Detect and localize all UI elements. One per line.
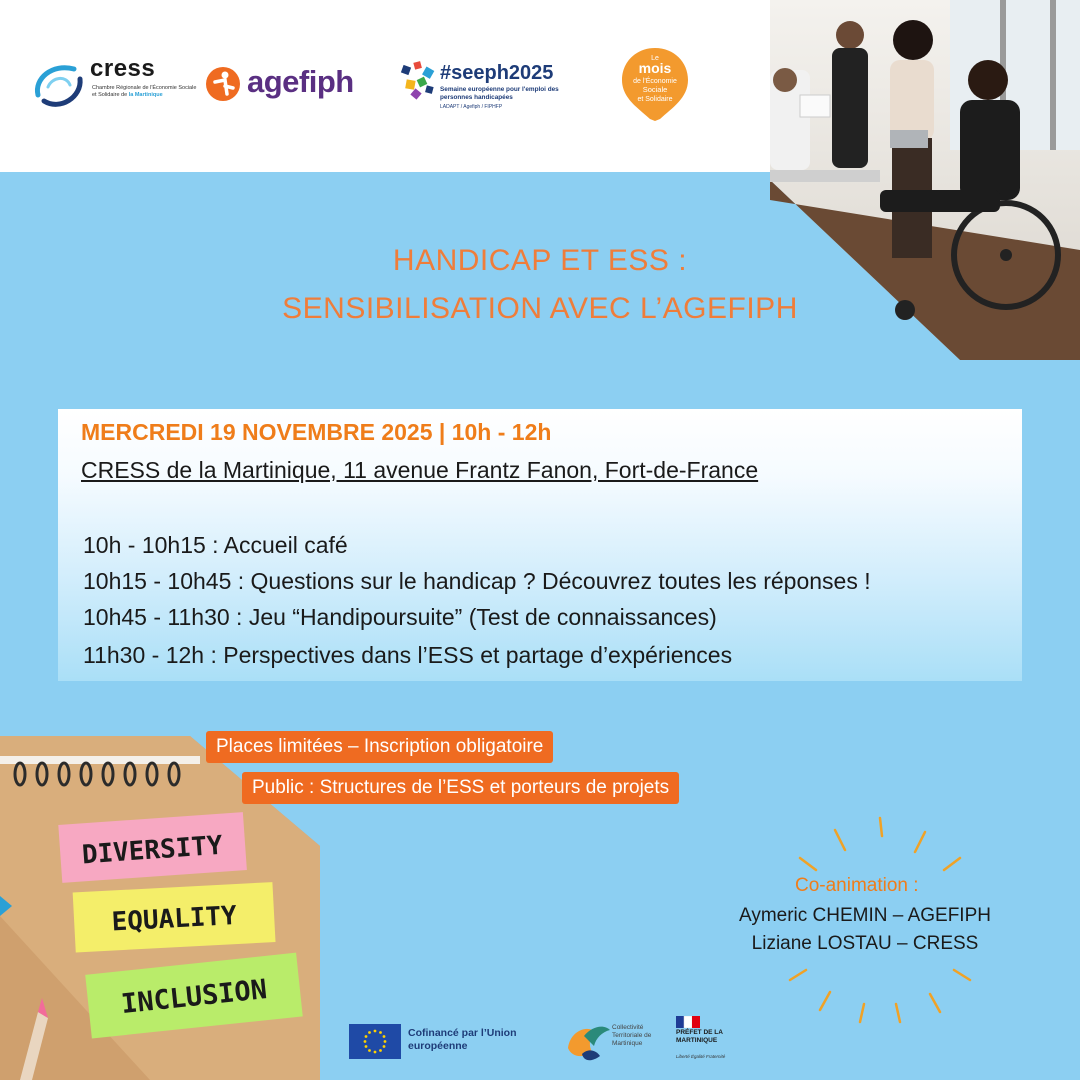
program-item: 10h15 - 10h45 : Questions sur le handicap ? Découvrez toutes les réponses !: [83, 568, 871, 594]
coanimation-label: Co-animation :: [795, 875, 919, 896]
target-audience-badge: Public : Structures de l’ESS et porteurs de projets: [242, 772, 679, 804]
cress-subtitle-region: la Martinique: [128, 92, 163, 98]
ctm-logo-text: Collectivité Territoriale de Martinique: [612, 1024, 652, 1047]
mois-ess-l1: Le: [651, 55, 659, 62]
seeph-logo-name: #seeph2025: [440, 62, 554, 84]
seeph-logo-subtitle: Semaine européenne pour l'emploi des personnes handicapées: [440, 86, 559, 101]
cress-swirl-icon: [30, 57, 88, 113]
mois-ess-l3: de l'Économie: [633, 78, 677, 85]
seeph-logo-partners: LADAPT / Agefiph / FIPHFP: [440, 104, 503, 110]
seeph-mosaic-icon: [400, 60, 438, 102]
event-title-line1: HANDICAP ET ESS :: [392, 244, 688, 277]
seeph-logo: [400, 60, 580, 120]
program-item: 10h - 10h15 : Accueil café: [83, 532, 348, 558]
prefet-martinique-text: PRÉFET DE LA MARTINIQUE: [676, 1029, 723, 1044]
program-item: 11h30 - 12h : Perspectives dans l’ESS et partage d’expériences: [83, 642, 733, 668]
agefiph-logo: [205, 64, 375, 104]
event-title-line2: SENSIBILISATION AVEC L’AGEFIPH: [282, 292, 798, 325]
coanimator-agefiph: Aymeric CHEMIN – AGEFIPH: [739, 905, 991, 926]
mois-ess-l5: et Solidaire: [637, 96, 673, 103]
places-limited-badge: Places limitées – Inscription obligatoire: [206, 731, 553, 763]
marianne-icon: [676, 1016, 700, 1028]
event-address: CRESS de la Martinique, 11 avenue Frantz Fanon, Fort-de-France: [81, 457, 759, 483]
cress-logo: [30, 55, 197, 115]
cress-logo-subtitle: [92, 85, 202, 99]
mois-ess-logo: [620, 46, 690, 121]
eu-cofinancing-text: Cofinancé par l’Union européenne: [408, 1027, 517, 1052]
agefiph-person-icon: [205, 66, 241, 102]
note-equality: EQUALITY: [110, 901, 238, 938]
cress-subtitle-text: Chambre Régionale de l'Économie Sociale et Solidaire de: [92, 85, 197, 98]
agefiph-logo-name: agefiph: [247, 64, 354, 99]
program-item: 10h45 - 11h30 : Jeu “Handipoursuite” (Test de connaissances): [83, 604, 717, 630]
mois-ess-l2: mois: [638, 60, 672, 76]
eu-flag-icon: [349, 1024, 401, 1059]
prefet-motto: Liberté Égalité Fraternité: [676, 1054, 726, 1059]
event-date: MERCREDI 19 NOVEMBRE 2025 | 10h - 12h: [81, 419, 552, 445]
cress-logo-name: cress: [90, 55, 156, 82]
note-inclusion: INCLUSION: [119, 974, 269, 1021]
coanimator-cress: Liziane LOSTAU – CRESS: [751, 933, 979, 954]
mois-ess-l4: Sociale: [642, 85, 668, 94]
note-diversity: DIVERSITY: [80, 830, 224, 871]
